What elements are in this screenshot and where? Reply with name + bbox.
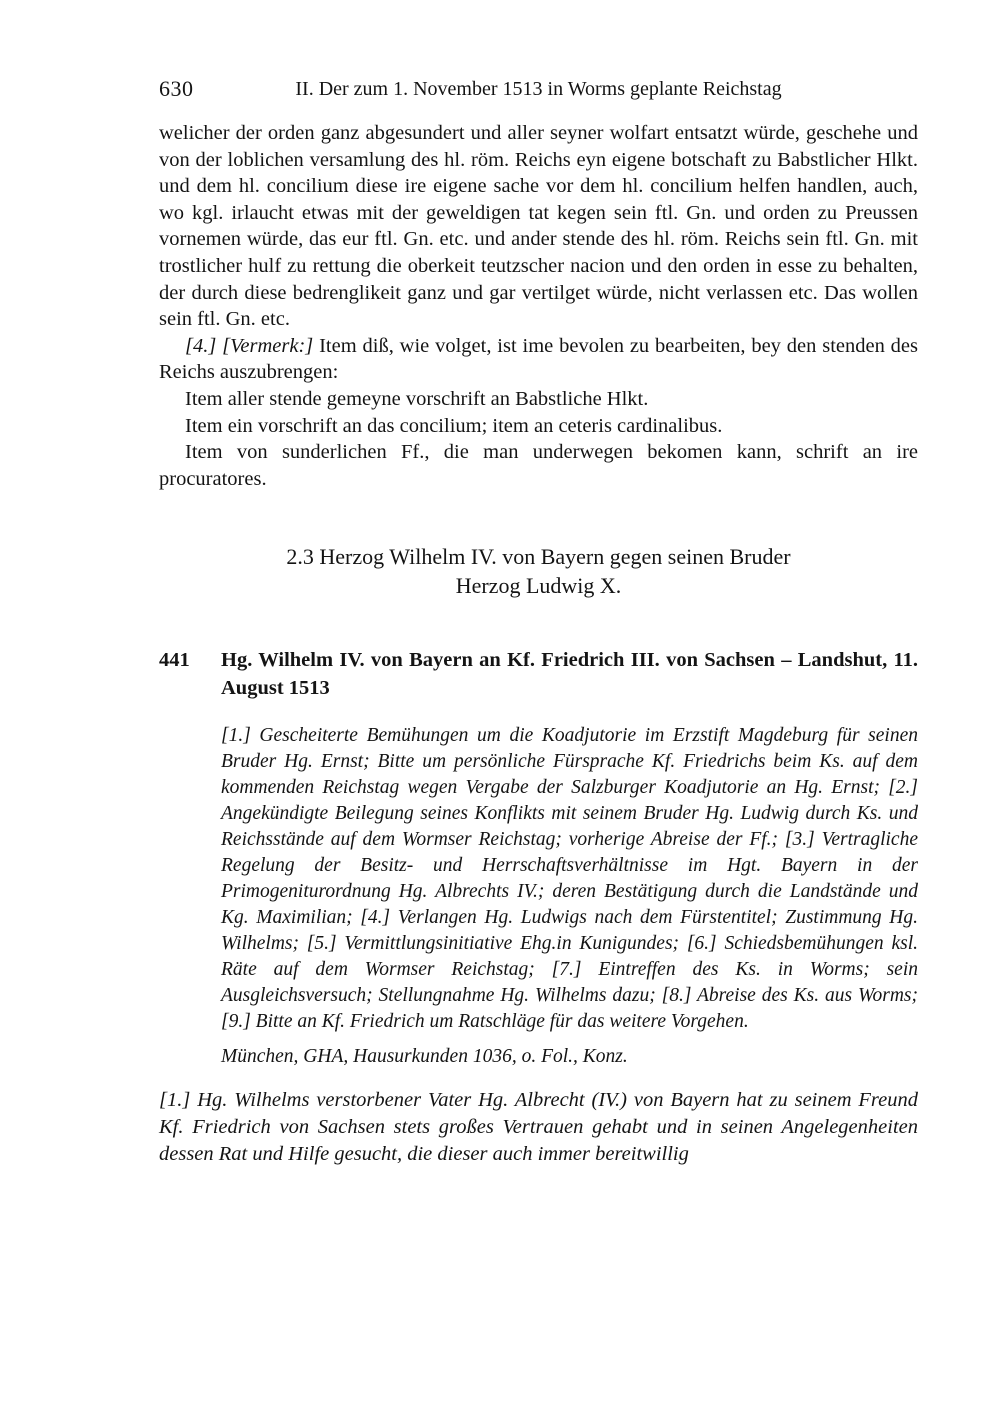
page-header (159, 76, 918, 104)
vermerk-label: [4.] [Vermerk:] (185, 334, 314, 357)
section-heading-line1: 2.3 Herzog Wilhelm IV. von Bayern gegen seinen Bruder (286, 544, 791, 570)
vermerk-text: Item diß, wie volget, ist ime bevolen zu bearbeiten, bey den stenden des Reichs auszubrengen: (159, 334, 918, 384)
entry-summary: [1.] Gescheiterte Bemühungen um die Koadjutorie im Erzstift Magdeburg für seinen Bruder Hg. Ernst; Bitte um persönliche Fürsprache Kf. Friedrichs beim Ks. auf dem kommenden Reichstag wegen Vergabe der Salzburger Koadjutorie an Hg. Ernst; [2.] Angekündigte Beilegung seines Konflikts mit seinem Bruder Hg. Ludwig durch Ks. und Reichsstände auf dem Wormser Reichstag; vorherige Abreise der Ff.; [3.] Vertragliche Regelung der Besitz- und Herrschaftsverhältnisse im Hgt. Bayern in der Primogeniturordnung Hg. Albrechts IV.; deren Bestätigung durch die Landstände und Kg. Maximilian; [4.] Verlangen Hg. Ludwigs nach dem Fürstentitel; Zustimmung Hg. Wilhelms; [5.] Vermittlungsinitiative Ehg.in Kunigundes; [6.] Schiedsbemühungen ksl. Räte auf dem Wormser Reichstag; [7.] Eintreffen des Ks. in Worms; sein Ausgleichsversuch; Stellungnahme Hg. Wilhelms dazu; [8.] Abreise des Ks. aus Worms; [9.] Bitte an Kf. Friedrich um Ratschläge für das weitere Vorgehen. (221, 725, 918, 1033)
item-paragraph-1: Item aller stende gemeyne vorschrift an Babstliche Hlkt. (185, 387, 649, 410)
entry-source-line: München, GHA, Hausurkunden 1036, o. Fol., Konz. (221, 1046, 628, 1068)
entry-title: Hg. Wilhelm IV. von Bayern an Kf. Friedrich III. von Sachsen – Landshut, 11. August 1513 (221, 649, 918, 699)
page-number: 630 (159, 76, 194, 101)
entry-number: 441 (159, 649, 190, 672)
paragraph-vermerk (159, 333, 918, 386)
document-text-paragraph: [1.] Hg. Wilhelms verstorbener Vater Hg. Albrecht (IV.) von Bayern hat zu seinem Freund Kf. Friedrich von Sachsen stets großes Vertrauen gehabt und in seinen Angelegenheiten dessen Rat und Hilfe gesucht, die dieser auch immer bereitwillig (159, 1089, 918, 1166)
entry-heading (159, 647, 918, 702)
item-paragraph-2: Item ein vorschrift an das concilium; item an ceteris cardinalibus. (185, 414, 723, 437)
paragraph-orden-continuation: welicher der orden ganz abgesundert und aller seyner wolfart entsatzt würde, geschehe und von der loblichen versamlung des hl. röm. Reichs eyn eigene botschaft zu Babstlicher Hlkt. und dem hl. concilium diese ire eigene sache vor dem hl. concilium helfen handlen, auch, wo kgl. irlaucht etwas mit der geweldigen tat kegen sein ftl. Gn. und orden zu Preussen vornemen würde, das eur ftl. Gn. etc. und ander stende des hl. röm. Reichs sein ftl. Gn. mit trostlicher hulf zu rettung die oberkeit teutzscher nacion und den orden in esse zu behalten, der durch diese bedrenglikeit ganz und gar vertilget würde, nicht verlassen etc. Das wollen sein ftl. Gn. etc. (159, 122, 918, 331)
section-heading-line2: Herzog Ludwig X. (455, 573, 622, 599)
item-paragraph-3: Item von sunderlichen Ff., die man underwegen bekomen kann, schrift an ire procuratores. (159, 441, 918, 490)
running-head: II. Der zum 1. November 1513 in Worms geplante Reichstag (295, 78, 782, 100)
section-heading (159, 542, 918, 600)
